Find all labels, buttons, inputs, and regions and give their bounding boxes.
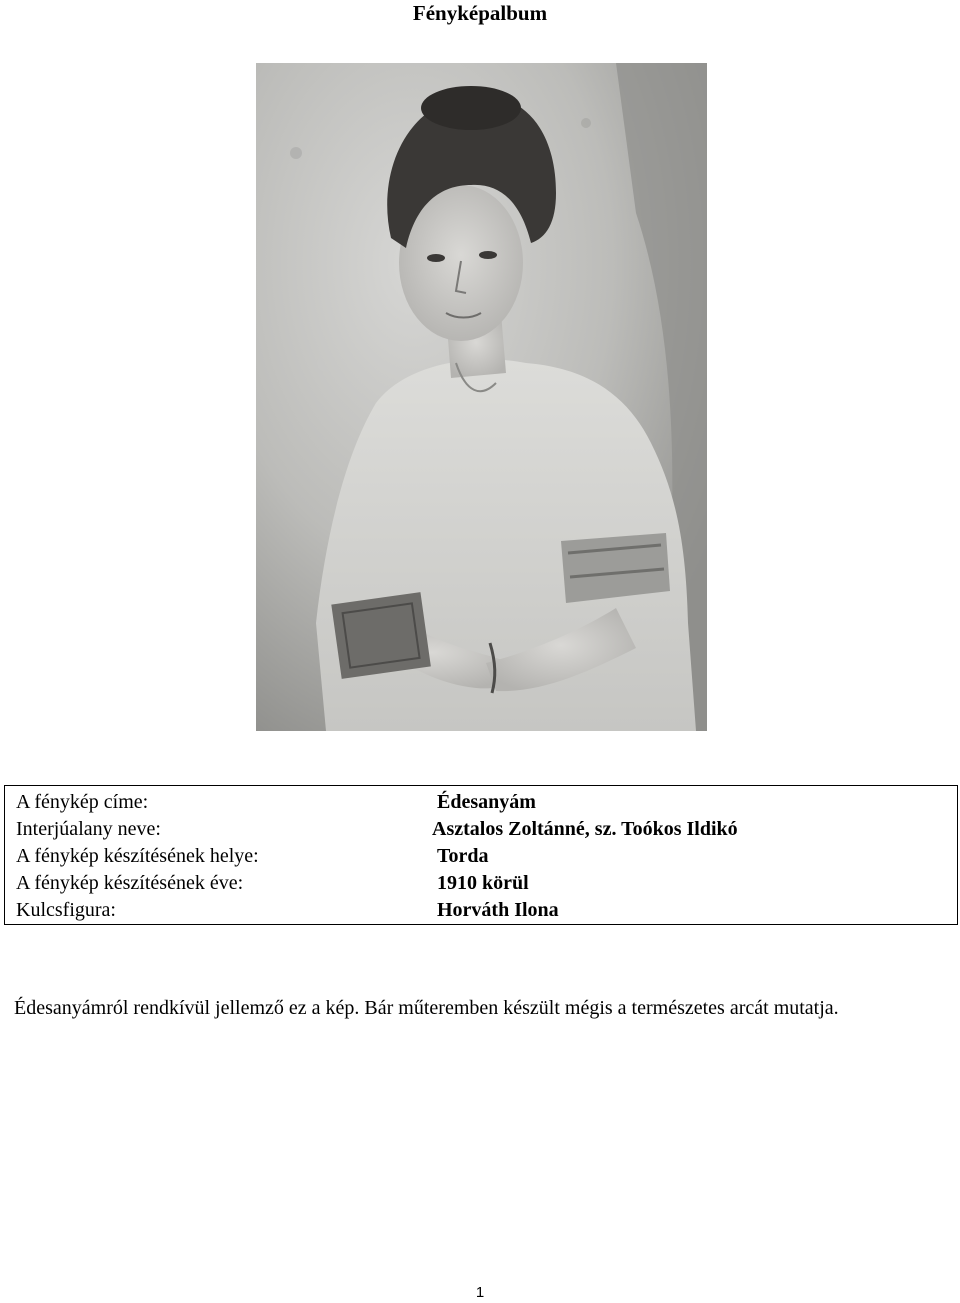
portrait-illustration — [256, 63, 707, 731]
info-label: A fénykép készítésének helye: — [16, 845, 259, 867]
info-value: Torda — [437, 845, 489, 867]
page-title: Fényképalbum — [412, 1, 548, 25]
info-value: 1910 körül — [437, 872, 529, 894]
info-label: A fénykép készítésének éve: — [16, 872, 244, 894]
info-value: Édesanyám — [437, 791, 536, 813]
info-label: Kulcsfigura: — [16, 899, 116, 921]
info-value: Horváth Ilona — [437, 899, 559, 921]
info-label: A fénykép címe: — [16, 791, 149, 813]
info-label: Interjúalany neve: — [16, 818, 161, 840]
photo-info-table — [4, 785, 958, 925]
portrait-photo — [256, 63, 707, 731]
photo-description: Édesanyámról rendkívül jellemző ez a kép. Bár műteremben készült mégis a természetes arcát mutatja. — [14, 997, 839, 1019]
page-number: 1 — [475, 1284, 485, 1301]
info-value: Asztalos Zoltánné, sz. Toókos Ildikó — [432, 818, 738, 840]
